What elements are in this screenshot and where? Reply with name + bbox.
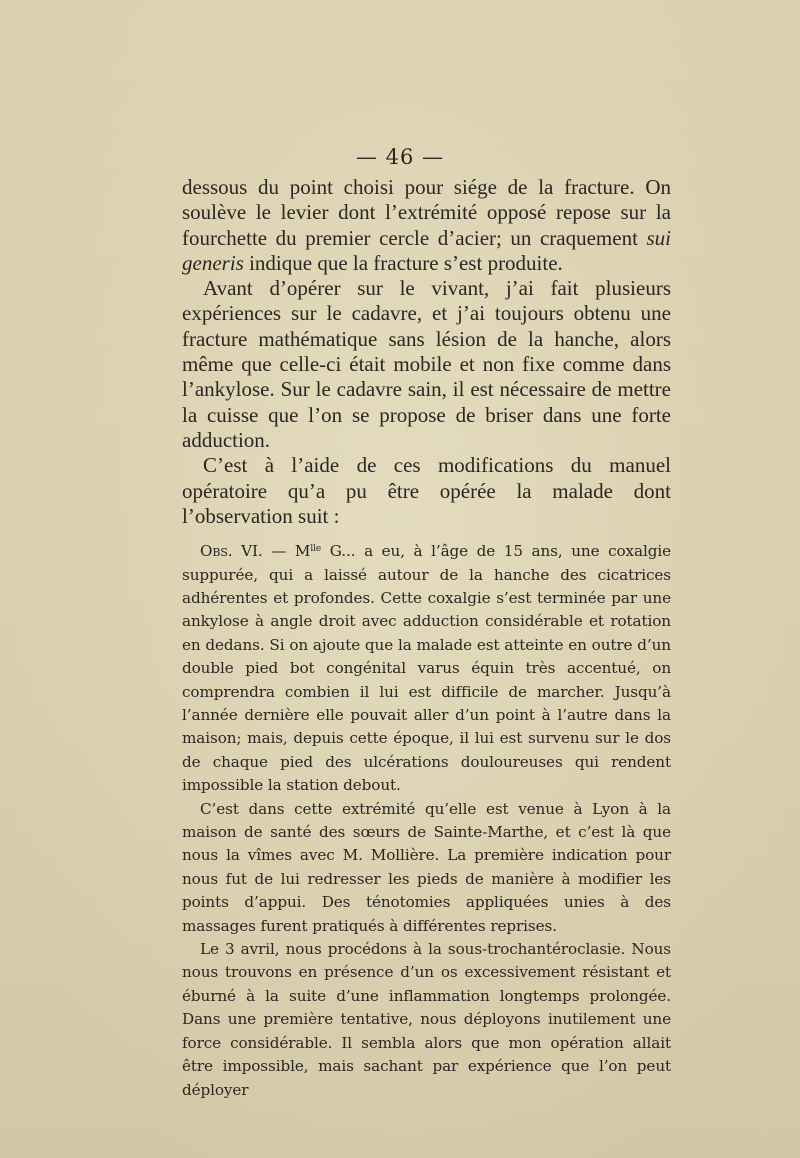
observation-text: G... a eu, à l’âge de 15 ans, une coxalgie suppurée, qui a laissé autour de la hanche des cicatrices adhérentes et profondes. Cette coxalgie s’est terminée par une ankylose à angle droit avec adduction considérable et rotation en dedans. Si on ajoute que la malade est atteinte en outre d’un double pied bot congénital varus équin très accentué, on comprendra combien il lui est difficile de marcher. Jusqu’à l’année dernière elle pouvait aller d’un point à l’autre dans la maison; mais, depuis cette époque, il lui est survenu sur le dos de chaque pied des ulcérations douloureuses qui rendent impossible la station debout. xyxy=(182,542,671,795)
italic-phrase: sui generis xyxy=(182,225,671,275)
main-text xyxy=(182,175,671,529)
paragraph-text: dessous du point choisi pour siége de la fracture. On soulève le levier dont l’extrémité opposé repose sur la fourchette du premier cercle d’acier; un craquement xyxy=(182,175,671,250)
observation-dash: — M xyxy=(262,542,311,561)
observation-label: Obs. VI. xyxy=(200,542,263,561)
paragraph-text: indique que la fracture s’est produite. xyxy=(243,250,563,275)
observation-superscript: lle xyxy=(310,544,322,555)
observation-paragraph: Le 3 avril, nous procédons à la sous-trochantéroclasie. Nous nous trouvons en présence d’un os excessivement résistant et éburné à la suite d’une inflammation longtemps prolongée. Dans une première tentative, nous déployons inutilement une force considérable. Il sembla alors que mon opération allait être impossible, mais sachant par expérience que l’on peut déployer xyxy=(182,940,671,1099)
page-number: — 46 — xyxy=(355,145,445,169)
observation-paragraph: C’est dans cette extrémité qu’elle est venue à Lyon à la maison de santé des sœurs de Sainte-Marthe, et c’est là que nous la vîmes avec M. Mollière. La première indication pour nous fut de lui redresser les pieds de manière à modifier les points d’appui. Des ténotomies appliquées unies à des massages furent pratiqués à différentes reprises. xyxy=(182,799,671,935)
observation-paragraph xyxy=(182,540,671,797)
paragraph-intro-observation: C’est à l’aide de ces modifications du manuel opératoire qu’a pu être opérée la malade dont l’observation suit : xyxy=(182,453,671,528)
page-body xyxy=(182,175,671,1102)
observation-block xyxy=(182,540,671,1102)
paragraph-experiments: Avant d’opérer sur le vivant, j’ai fait plusieurs expériences sur le cadavre, et j’ai toujours obtenu une fracture mathématique sans lésion de la hanche, alors même que celle-ci était mobile et non fixe comme dans l’ankylose. Sur le cadavre sain, il est nécessaire de mettre la cuisse que l’on se propose de briser dans une forte adduction. xyxy=(182,276,671,452)
paragraph-continuation xyxy=(182,175,671,276)
